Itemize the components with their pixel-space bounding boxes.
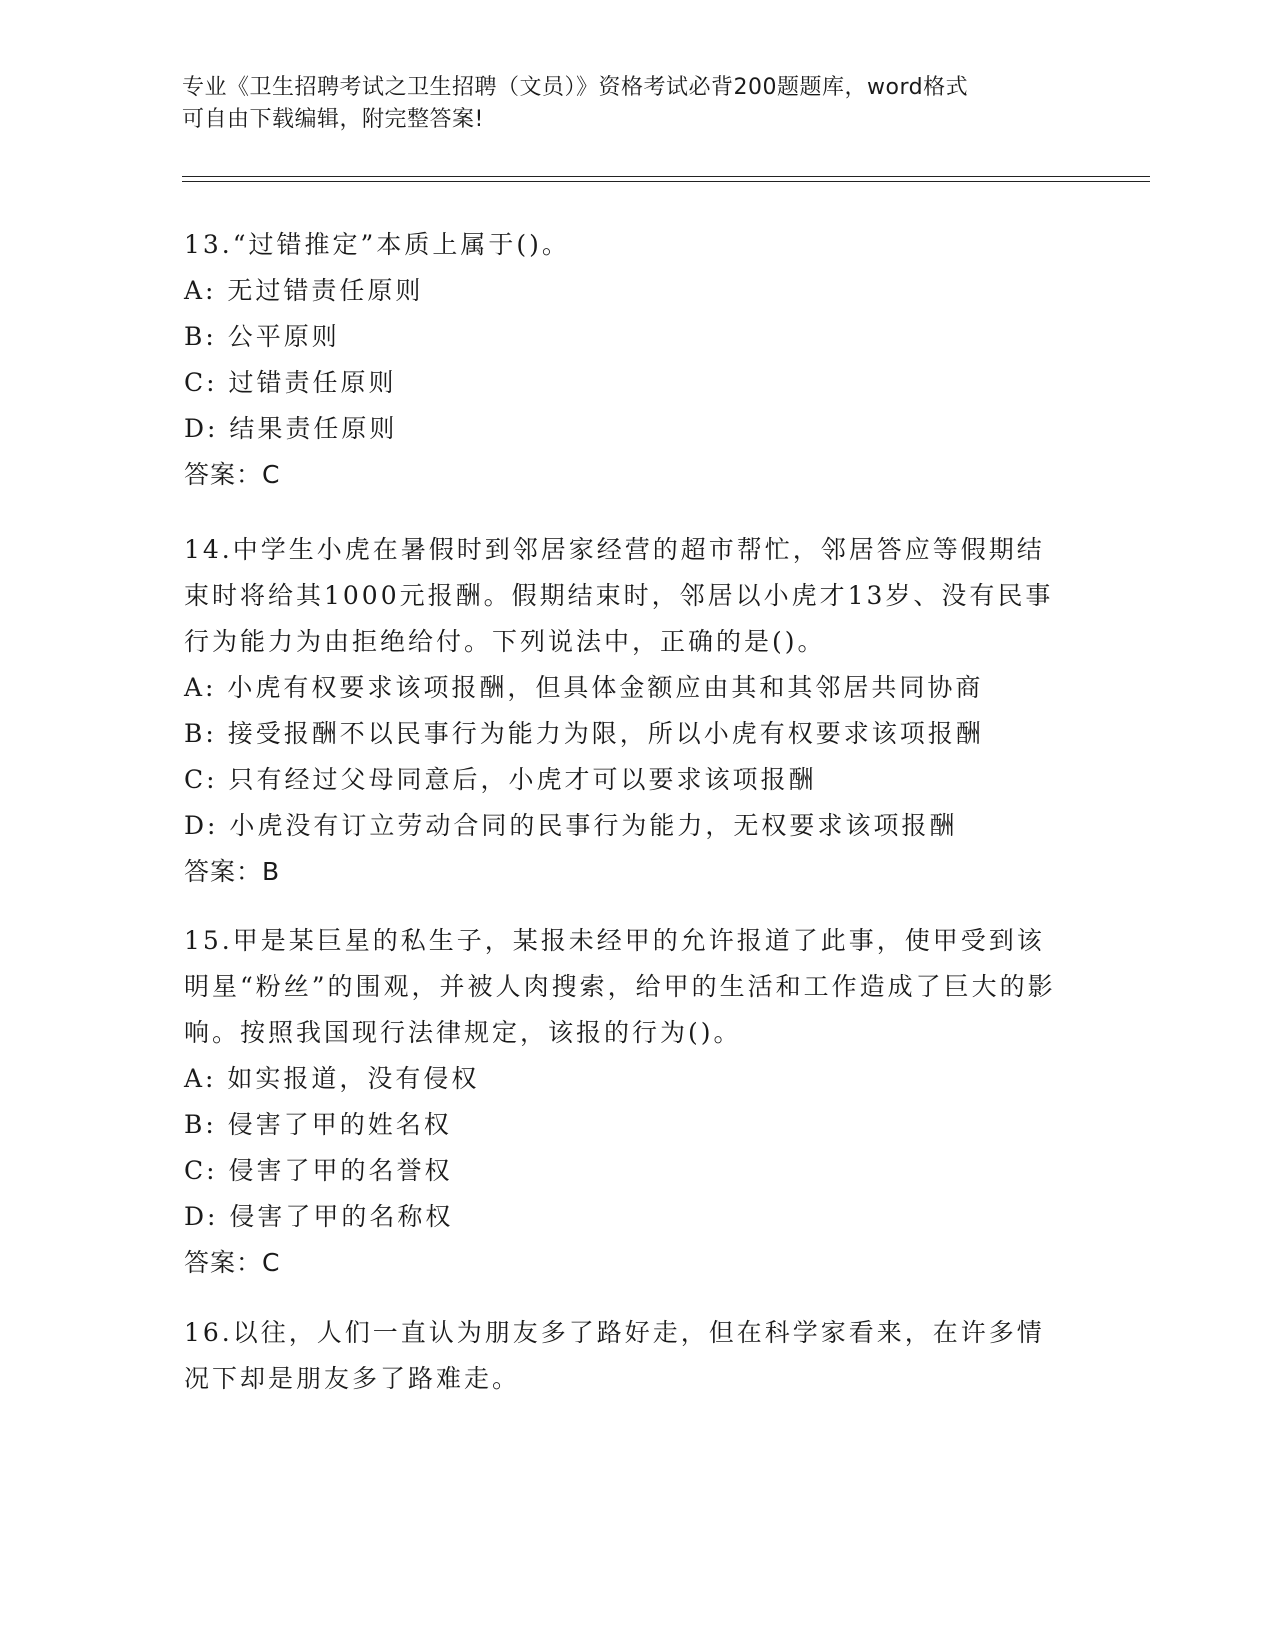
option-a: A: 无过错责任原则 <box>184 276 424 305</box>
question-14 <box>184 527 1064 895</box>
answer-label: 答案： <box>184 460 263 489</box>
option-b: B: 侵害了甲的姓名权 <box>184 1110 452 1139</box>
option-b: B: 接受报酬不以民事行为能力为限，所以小虎有权要求该项报酬 <box>184 719 984 748</box>
option-a: A: 小虎有权要求该项报酬，但具体金额应由其和其邻居共同协商 <box>184 673 984 702</box>
question-16 <box>184 1310 1064 1402</box>
option-b: B: 公平原则 <box>184 322 340 351</box>
question-stem: 15.甲是某巨星的私生子，某报未经甲的允许报道了此事，使甲受到该明星“粉丝”的围观，并被人肉搜索，给甲的生活和工作造成了巨大的影响。按照我国现行法律规定，该报的行为()。 <box>184 926 1056 1047</box>
answer-value: C <box>262 1248 281 1277</box>
option-d: D: 侵害了甲的名称权 <box>184 1202 454 1231</box>
answer-value: B <box>262 857 281 886</box>
header-line-1: 专业《卫生招聘考试之卫生招聘（文员）》资格考试必背200题题库，word格式 <box>182 75 969 100</box>
header-line-2: 可自由下载编辑，附完整答案! <box>182 107 484 132</box>
answer-line <box>184 849 1064 895</box>
question-stem: 16.以往，人们一直认为朋友多了路好走，但在科学家看来，在许多情况下却是朋友多了路难走。 <box>184 1318 1045 1393</box>
question-stem: 14.中学生小虎在暑假时到邻居家经营的超市帮忙，邻居答应等假期结束时将给其1000元报酬。假期结束时，邻居以小虎才13岁、没有民事行为能力为由拒绝给付。下列说法中，正确的是()。 <box>184 535 1054 656</box>
option-c: C: 过错责任原则 <box>184 368 397 397</box>
question-15 <box>184 918 1064 1286</box>
answer-line <box>184 452 1064 498</box>
option-c: C: 侵害了甲的名誉权 <box>184 1156 453 1185</box>
option-d: D: 结果责任原则 <box>184 414 398 443</box>
document-header <box>182 72 1062 136</box>
option-a: A: 如实报道，没有侵权 <box>184 1064 480 1093</box>
question-stem: 13.“过错推定”本质上属于()。 <box>184 230 570 259</box>
answer-line <box>184 1240 1064 1286</box>
question-13 <box>184 222 1064 498</box>
option-c: C: 只有经过父母同意后，小虎才可以要求该项报酬 <box>184 765 817 794</box>
answer-value: C <box>262 460 281 489</box>
option-d: D: 小虎没有订立劳动合同的民事行为能力，无权要求该项报酬 <box>184 811 958 840</box>
header-divider <box>182 176 1150 182</box>
answer-label: 答案： <box>184 857 263 886</box>
answer-label: 答案： <box>184 1248 263 1277</box>
